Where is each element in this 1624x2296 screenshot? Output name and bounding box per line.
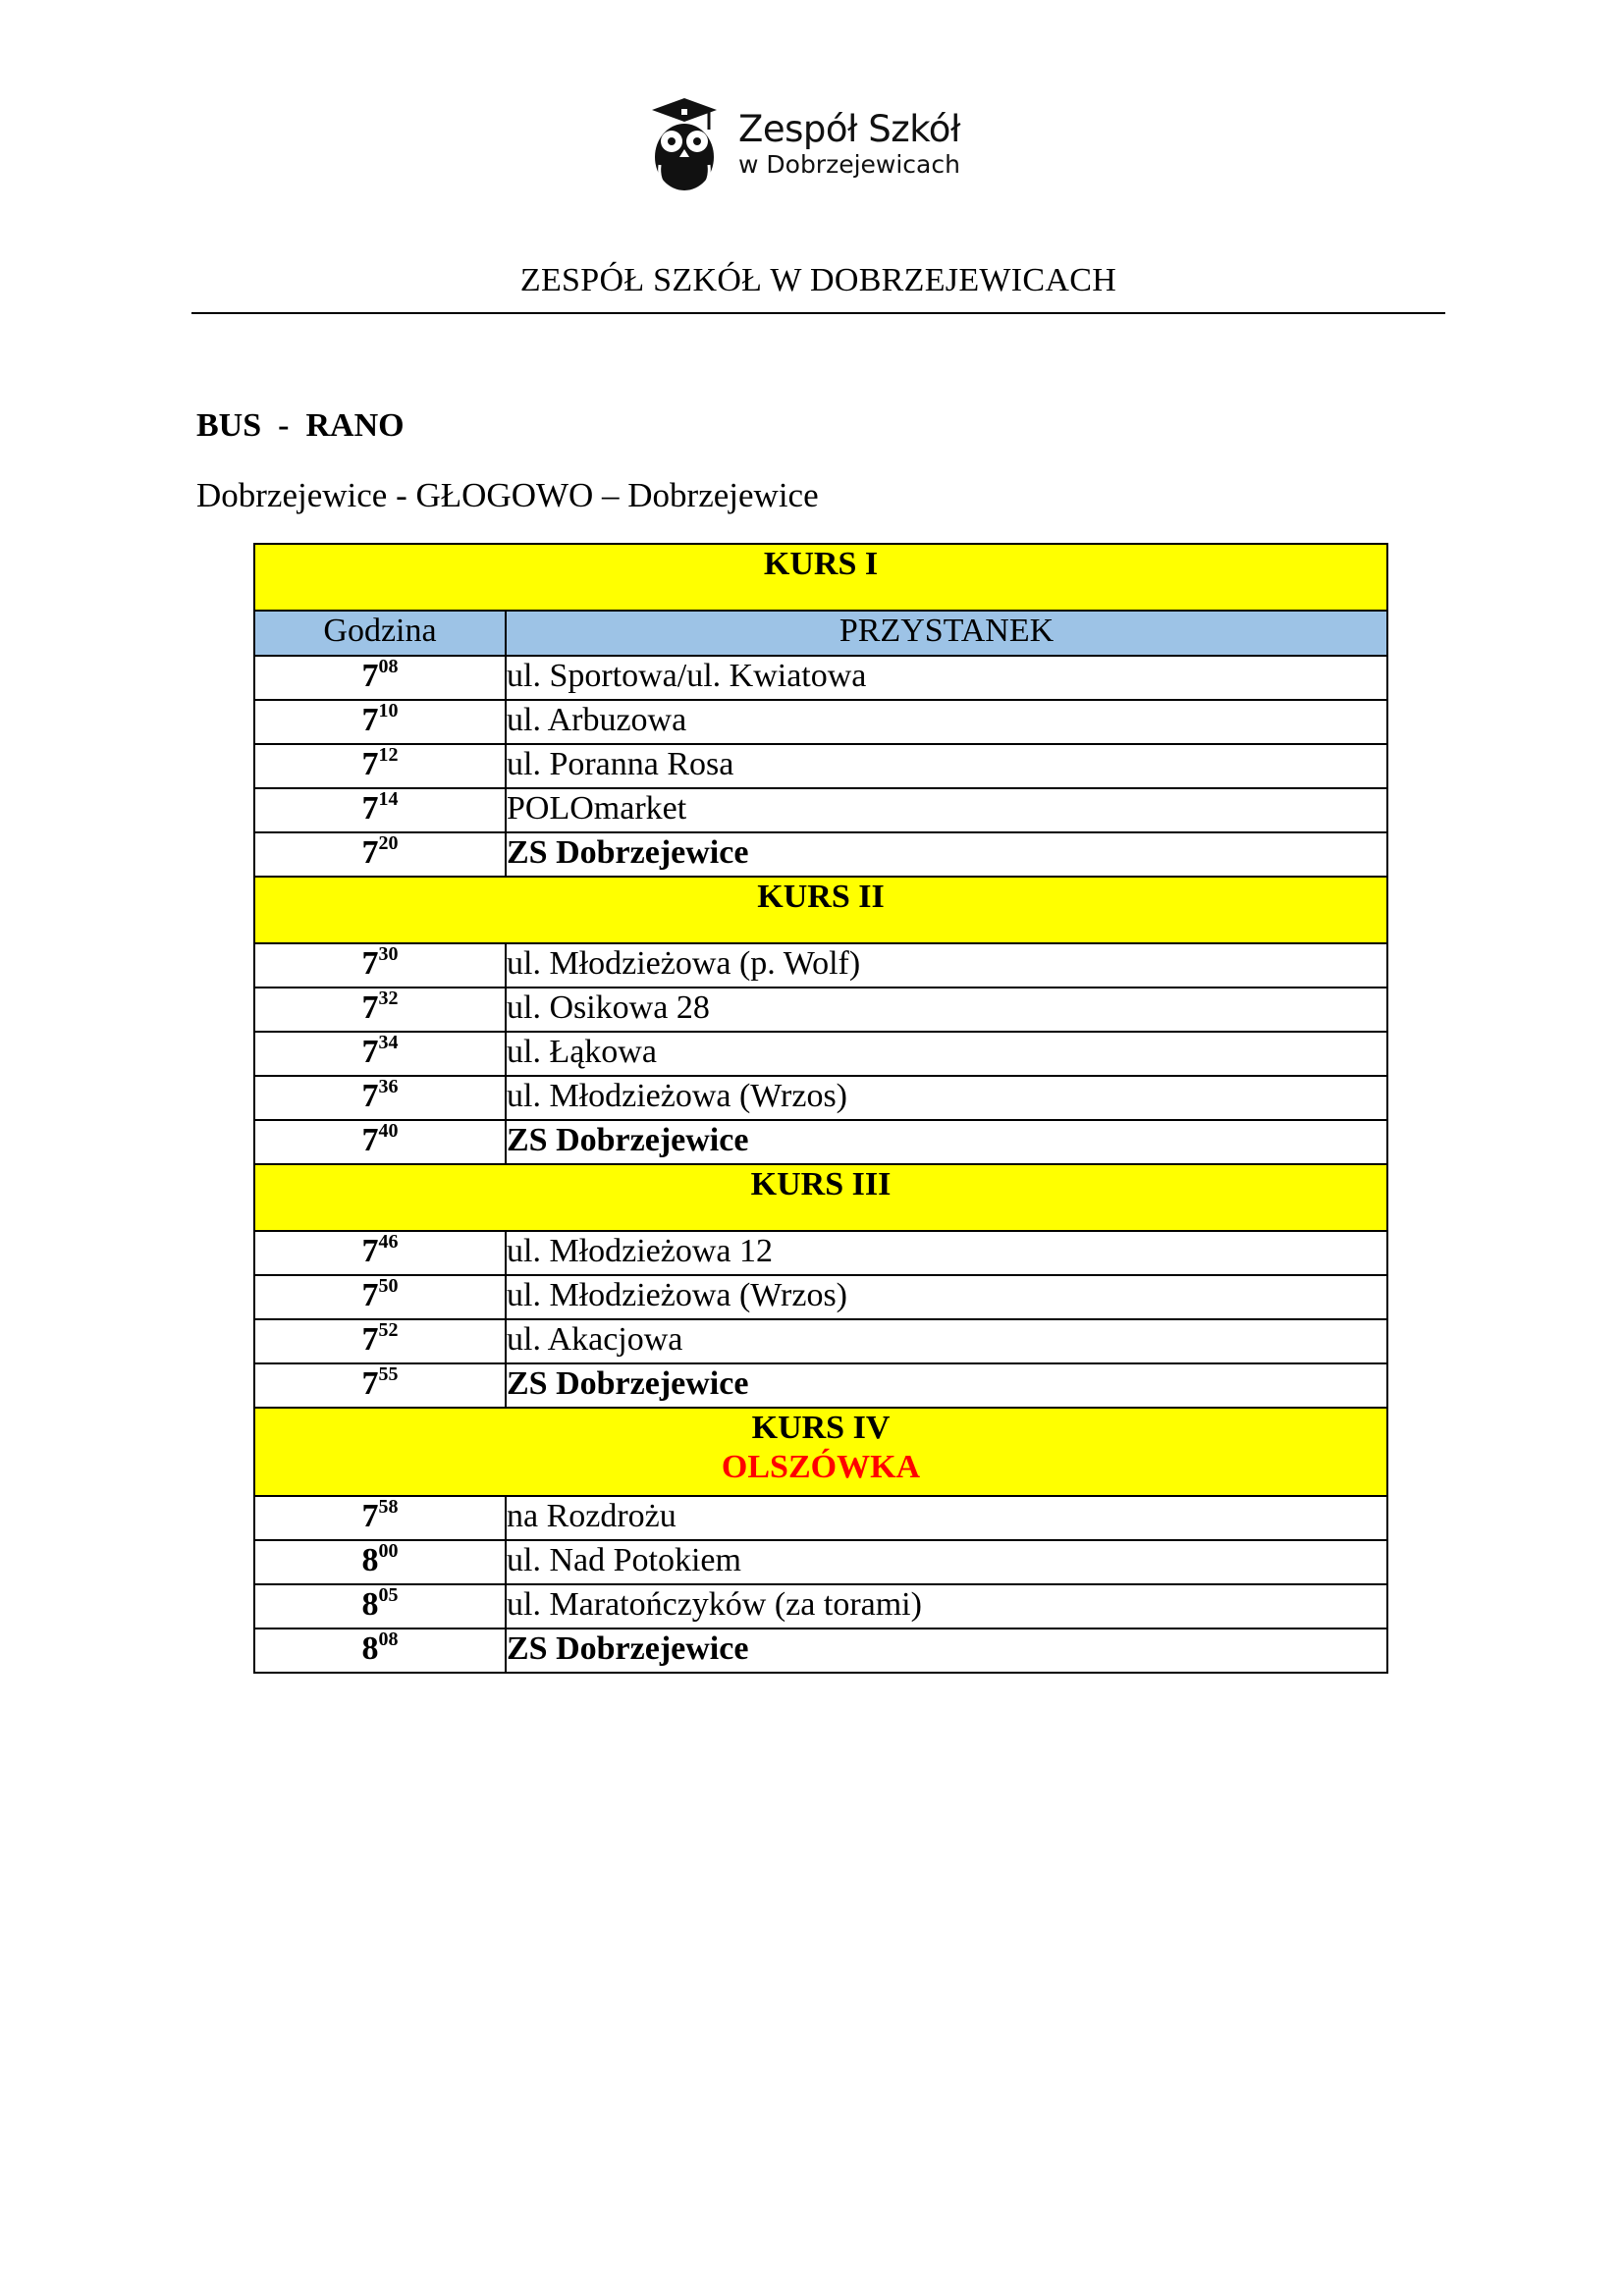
page-header-title: ZESPÓŁ SZKÓŁ W DOBRZEJEWICACH <box>519 262 1117 298</box>
logo-name: Zespół Szkół <box>738 108 960 150</box>
stop-name: ul. Poranna Rosa <box>506 744 1387 788</box>
table-header-row <box>254 611 1387 656</box>
departure-time: $7^{32}$ <box>254 988 506 1032</box>
kurs-destination: OLSZÓWKA <box>721 1449 921 1485</box>
stop-name: ul. Nad Potokiem <box>506 1540 1387 1584</box>
stop-name: ul. Młodzieżowa (p. Wolf) <box>506 943 1387 988</box>
kurs-name: KURS III <box>750 1166 892 1202</box>
departure-time: $8^{00}$ <box>254 1540 506 1584</box>
table-row <box>254 1363 1387 1408</box>
departure-time: $7^{46}$ <box>254 1231 506 1275</box>
stop-name: ul. Sportowa/ul. Kwiatowa <box>506 656 1387 700</box>
stop-name: ZS Dobrzejewice <box>506 832 1387 877</box>
kurs-header-row <box>254 544 1387 611</box>
stop-name: ul. Maratończyków (za torami) <box>506 1584 1387 1629</box>
table-row <box>254 832 1387 877</box>
kurs-title <box>254 544 1387 611</box>
table-row <box>254 1540 1387 1584</box>
stop-name: ul. Młodzieżowa (Wrzos) <box>506 1275 1387 1319</box>
kurs-title <box>254 1408 1387 1496</box>
departure-time: $7^{14}$ <box>254 788 506 832</box>
stop-name: ul. Akacjowa <box>506 1319 1387 1363</box>
table-row <box>254 988 1387 1032</box>
table-row <box>254 1231 1387 1275</box>
table-row <box>254 700 1387 744</box>
table-row <box>254 1275 1387 1319</box>
kurs-name: KURS IV <box>751 1410 891 1446</box>
departure-time: $7^{36}$ <box>254 1076 506 1120</box>
bus-schedule-table <box>253 543 1388 1674</box>
departure-time: $8^{05}$ <box>254 1584 506 1629</box>
kurs-title <box>254 877 1387 943</box>
logo-subtitle: w Dobrzejewicach <box>738 150 960 179</box>
stop-name: ZS Dobrzejewice <box>506 1363 1387 1408</box>
school-logo <box>648 95 960 193</box>
departure-time: $7^{50}$ <box>254 1275 506 1319</box>
departure-time: $7^{10}$ <box>254 700 506 744</box>
table-row <box>254 1496 1387 1540</box>
kurs-name: KURS I <box>763 546 879 582</box>
table-row <box>254 1120 1387 1164</box>
route-description: Dobrzejewice - GŁOGOWO – Dobrzejewice <box>196 476 819 514</box>
table-row <box>254 1319 1387 1363</box>
departure-time: $7^{08}$ <box>254 656 506 700</box>
departure-time: $7^{55}$ <box>254 1363 506 1408</box>
kurs-title <box>254 1164 1387 1231</box>
stop-name: ul. Arbuzowa <box>506 700 1387 744</box>
col-header-time: Godzina <box>254 611 506 656</box>
table-row <box>254 1032 1387 1076</box>
kurs-header-row <box>254 1164 1387 1231</box>
header-divider <box>191 312 1445 314</box>
stop-name: ul. Młodzieżowa (Wrzos) <box>506 1076 1387 1120</box>
departure-time: $7^{58}$ <box>254 1496 506 1540</box>
table-row <box>254 788 1387 832</box>
stop-name: ZS Dobrzejewice <box>506 1629 1387 1673</box>
owl-logo-icon <box>648 96 721 192</box>
stop-name: ul. Młodzieżowa 12 <box>506 1231 1387 1275</box>
stop-name: POLOmarket <box>506 788 1387 832</box>
bus-title: BUS - RANO <box>196 407 405 444</box>
table-row <box>254 656 1387 700</box>
stop-name: na Rozdrożu <box>506 1496 1387 1540</box>
departure-time: $7^{52}$ <box>254 1319 506 1363</box>
kurs-name: KURS II <box>757 879 885 915</box>
departure-time: $7^{20}$ <box>254 832 506 877</box>
table-row <box>254 744 1387 788</box>
departure-time: $7^{30}$ <box>254 943 506 988</box>
stop-name: ul. Osikowa 28 <box>506 988 1387 1032</box>
stop-name: ul. Łąkowa <box>506 1032 1387 1076</box>
table-row <box>254 1076 1387 1120</box>
kurs-header-row <box>254 1408 1387 1496</box>
departure-time: $7^{34}$ <box>254 1032 506 1076</box>
departure-time: $8^{08}$ <box>254 1629 506 1673</box>
stop-name: ZS Dobrzejewice <box>506 1120 1387 1164</box>
table-row <box>254 943 1387 988</box>
table-row <box>254 1584 1387 1629</box>
kurs-header-row <box>254 877 1387 943</box>
table-row <box>254 1629 1387 1673</box>
departure-time: $7^{12}$ <box>254 744 506 788</box>
col-header-stop: PRZYSTANEK <box>506 611 1387 656</box>
departure-time: $7^{40}$ <box>254 1120 506 1164</box>
